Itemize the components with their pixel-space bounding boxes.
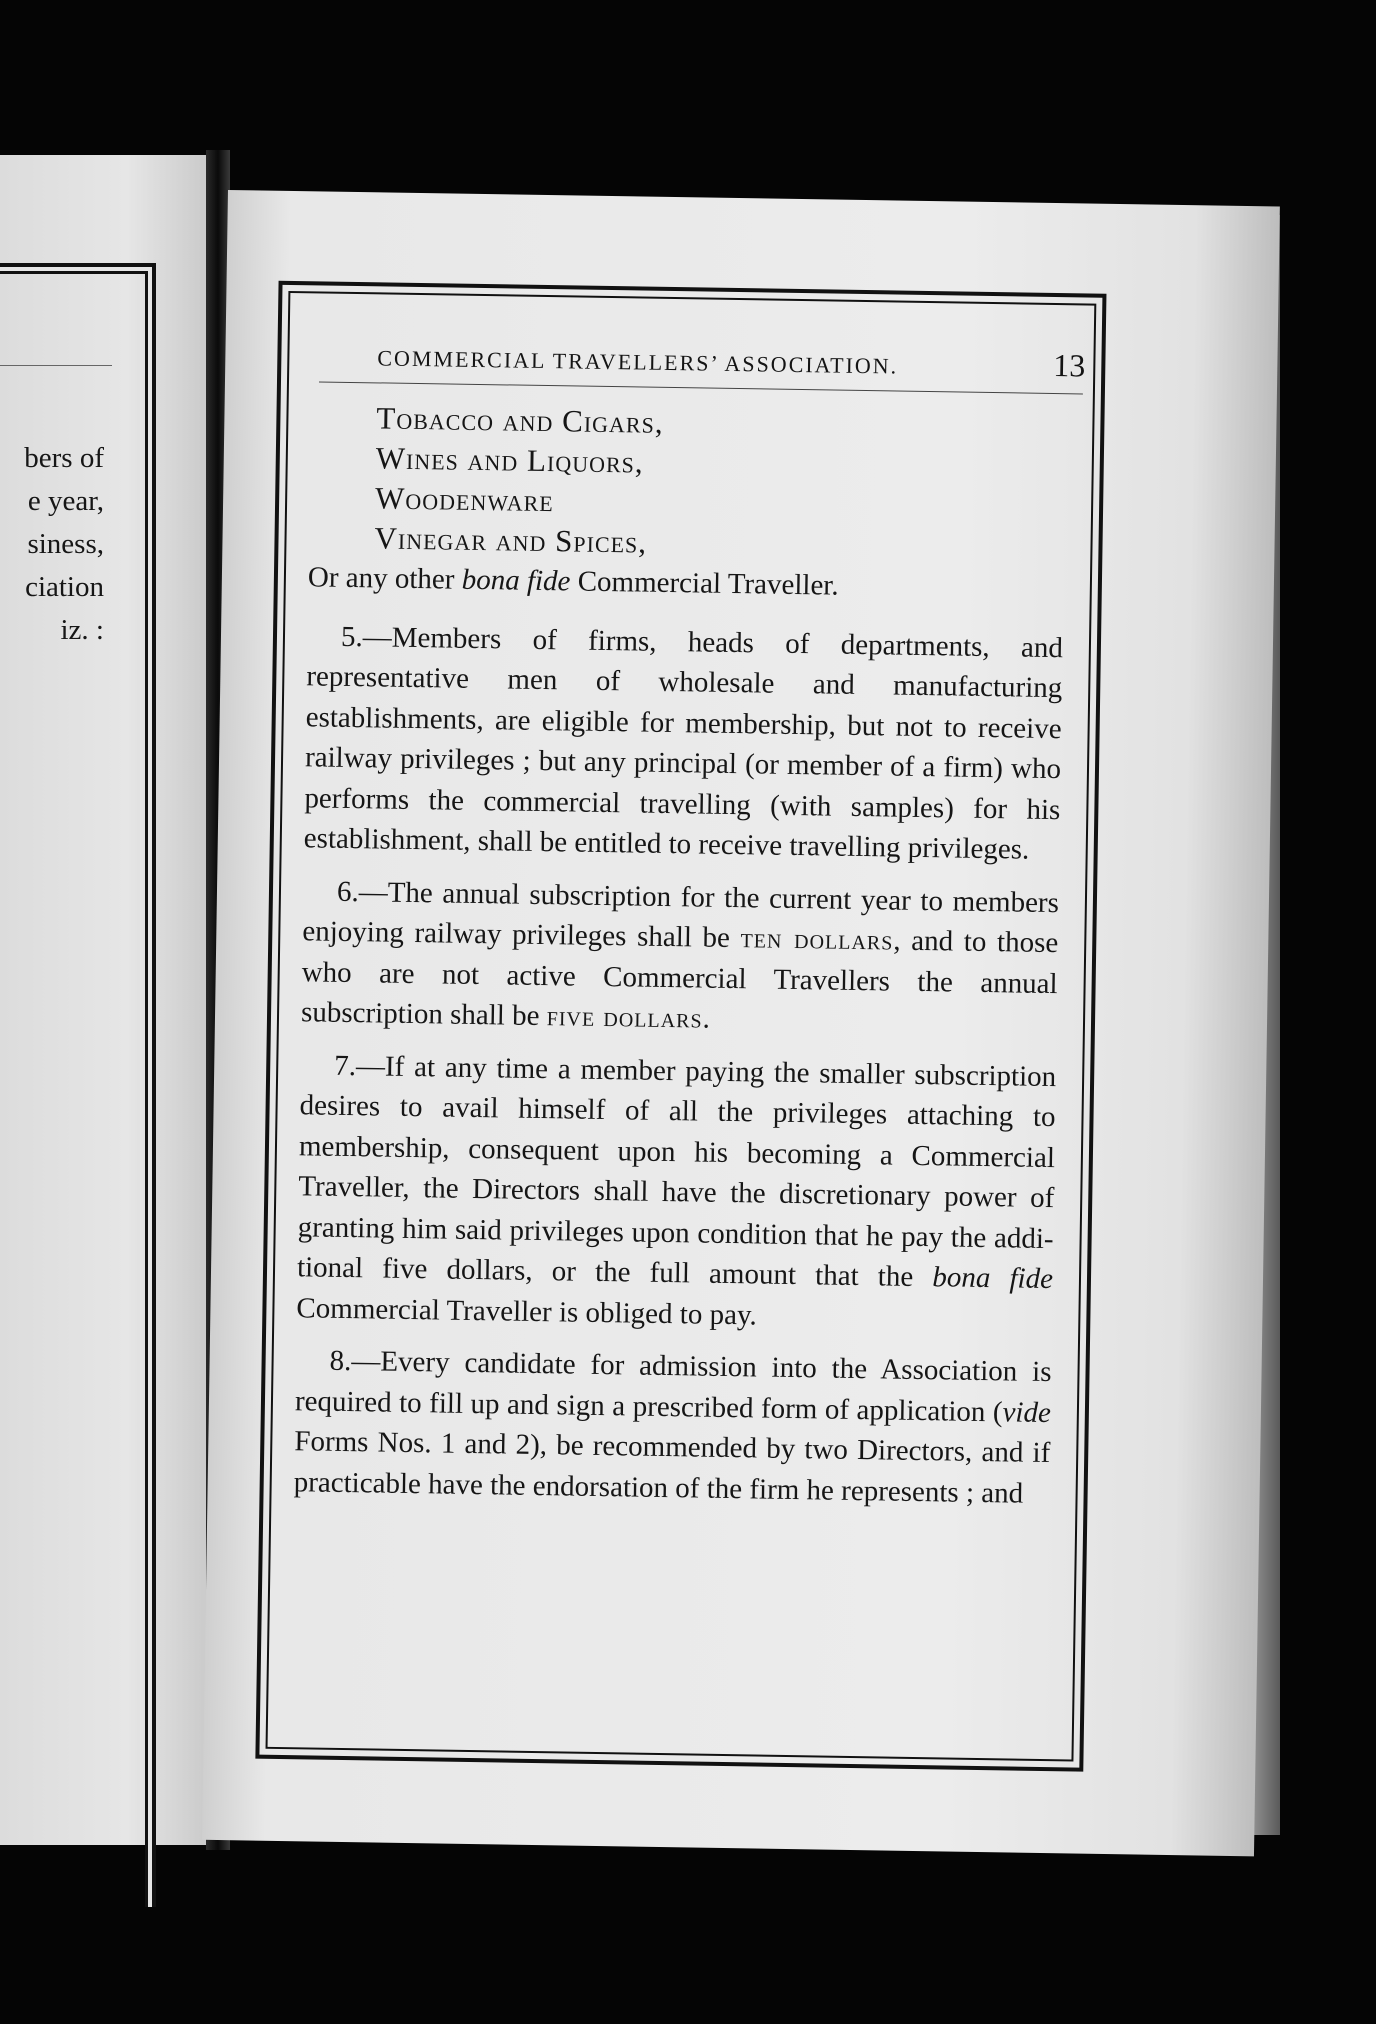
text-span: Commercial Traveller. (570, 565, 839, 602)
page-frame-inner (266, 291, 1097, 1762)
clause-5: 5.—Members of firms, heads of departments, and representative men of wholesale and manufacturing establishments, are eligible for membership, but not to receive railway privileges ; but any principal (or member of a firm) who performs the commercial travelling (with samples) for his establishment, shall be entitled to receive travelling privileges. (303, 620, 1064, 866)
left-line: ciation (25, 571, 104, 603)
left-facing-page (0, 155, 212, 1845)
left-line: bers of (24, 442, 104, 474)
text-span: Commercial Traveller is obliged to pay. (296, 1291, 758, 1331)
right-page (202, 190, 1280, 1856)
page-number: 13 (1053, 346, 1086, 384)
list-item: Vinegar and Spices, (374, 520, 648, 560)
text-span: Forms Nos. 1 and 2), be recommended by two Directors, and if practicable have the endorsation of the firm he represents ; and (293, 1425, 1051, 1510)
header-title: COMMERCIAL TRAVELLERS’ ASSOCIATION. (377, 345, 899, 379)
page-frame (255, 281, 1106, 1772)
italic-span: vide (1002, 1395, 1052, 1429)
header-rule (319, 381, 1083, 394)
trade-list (374, 398, 1066, 569)
left-line: e year, (27, 485, 104, 517)
left-page-text (0, 437, 104, 652)
list-item: Wines and Liquors, (375, 440, 644, 480)
clause-7 (296, 1045, 1056, 1340)
list-item: Woodenware (374, 480, 555, 519)
page-body (293, 397, 1066, 1526)
text-span: 7.—If at any time a member paying the smaller subscription desires to avail himself of all the privileges attaching to membership, consequent upon his becoming a Commercial Traveller, the Directors shall have the discretionary power of granting him said privileges upon condition that he pay the additional five dollars, or the full amount that the (296, 1049, 1057, 1294)
small-caps-span: five dollars (546, 1000, 703, 1035)
clause-8 (293, 1340, 1051, 1514)
running-header (377, 336, 1085, 384)
italic-span: bona fide (932, 1261, 1054, 1296)
list-item: Tobacco and Cigars, (376, 400, 664, 440)
text-span: 6.—The annual subscription for the current year to members enjoying railway privileges shall be (302, 875, 1060, 955)
left-page-rule (0, 365, 112, 366)
text-span: . (702, 1002, 711, 1035)
text-span: , and to those who are not active Commercial Travellers the annual subscription shall be (300, 924, 1059, 1033)
clause-6 (301, 871, 1059, 1045)
italic-span: bona fide (461, 563, 571, 598)
left-line: iz. : (60, 614, 104, 646)
text-span: Or any other (307, 561, 462, 596)
text-span: 8.—Every candidate for admission into the Association is required to fill up and sign a prescribed form of application ( (294, 1344, 1052, 1428)
small-caps-span: ten dollars (740, 922, 894, 957)
left-line: siness, (27, 528, 104, 560)
